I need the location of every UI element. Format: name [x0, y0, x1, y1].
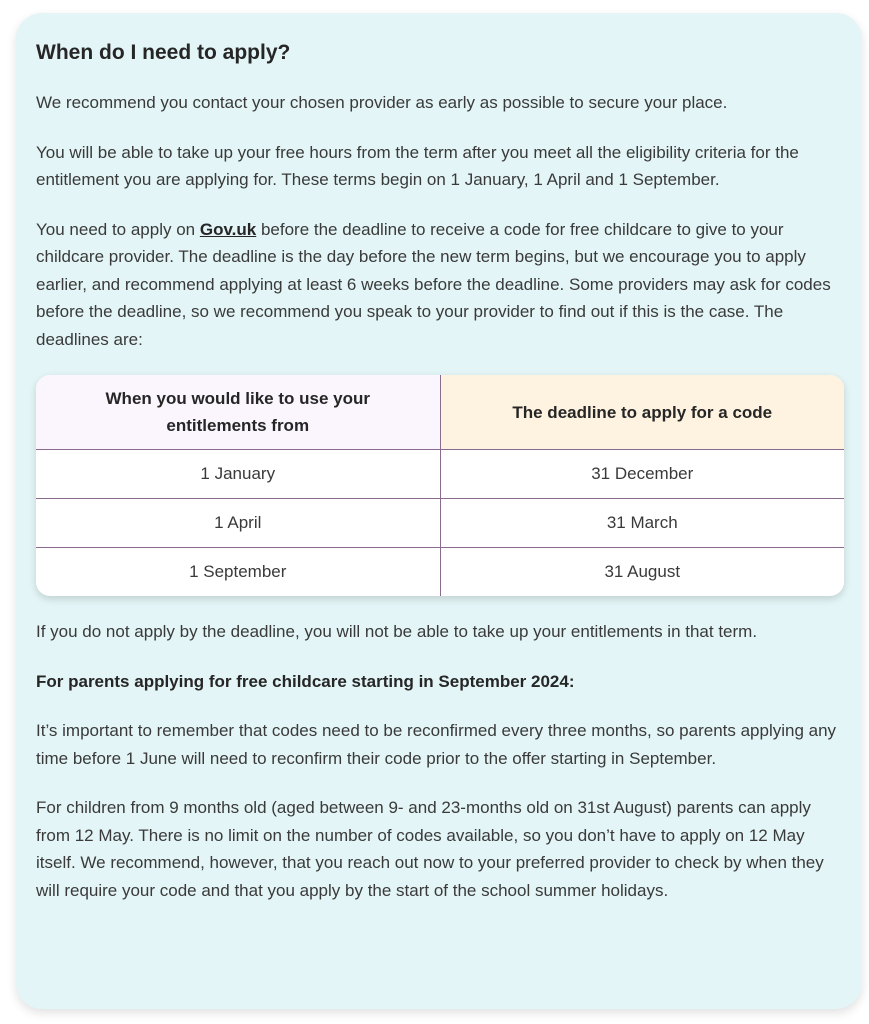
- cell-use-from: 1 September: [36, 548, 440, 597]
- table-row: [36, 499, 844, 548]
- cell-deadline: 31 December: [440, 450, 844, 499]
- section-title: When do I need to apply?: [36, 41, 291, 64]
- paragraph-contact-provider: We recommend you contact your chosen provider as early as possible to secure your place.: [36, 93, 728, 112]
- cell-deadline: 31 March: [440, 499, 844, 548]
- cell-use-from: 1 April: [36, 499, 440, 548]
- gov-uk-link[interactable]: Gov.uk: [199, 219, 257, 239]
- table-header-row: [36, 375, 844, 450]
- cell-deadline: 31 August: [440, 548, 844, 597]
- text: You need to apply on: [36, 219, 200, 239]
- header-deadline: The deadline to apply for a code: [440, 375, 844, 450]
- info-card: [16, 13, 862, 1009]
- paragraph-terms: You will be able to take up your free hours from the term after you meet all the eligibility criteria for the entitlement you are applying for. These terms begin on 1 January, 1 April and 1 September.: [36, 142, 799, 189]
- paragraph-missed-deadline: If you do not apply by the deadline, you will not be able to take up your entitlements in that term.: [36, 622, 758, 641]
- paragraph-reconfirm: It’s important to remember that codes need to be reconfirmed every three months, so parents applying any time before 1 June will need to reconfirm their code prior to the offer starting in September.: [36, 721, 837, 768]
- text: before the deadline to receive a code for free childcare to give to your childcare provider. The deadline is the day before the new term begins, but we encourage you to apply earlier, and recommend applying at least 6 weeks before the deadline. Some providers may ask for codes before the deadline, so we recommend you speak to your provider to find out if this is the case. The deadlines are:: [36, 219, 831, 349]
- table-row: [36, 450, 844, 499]
- paragraph-9-months: For children from 9 months old (aged between 9- and 23-months old on 31st August) parents can apply from 12 May. There is no limit on the number of codes available, so you don’t have to apply on 12 May itself. We recommend, however, that you reach out now to your preferred provider to check by when they will require your code and that you apply by the start of the school summer holidays.: [36, 798, 824, 900]
- table-row: [36, 548, 844, 597]
- header-use-from: When you would like to use your entitlements from: [36, 375, 440, 450]
- cell-use-from: 1 January: [36, 450, 440, 499]
- paragraph-apply-deadline: [36, 216, 842, 354]
- subheading-september-2024: For parents applying for free childcare starting in September 2024:: [36, 671, 575, 691]
- deadlines-table: [36, 375, 844, 596]
